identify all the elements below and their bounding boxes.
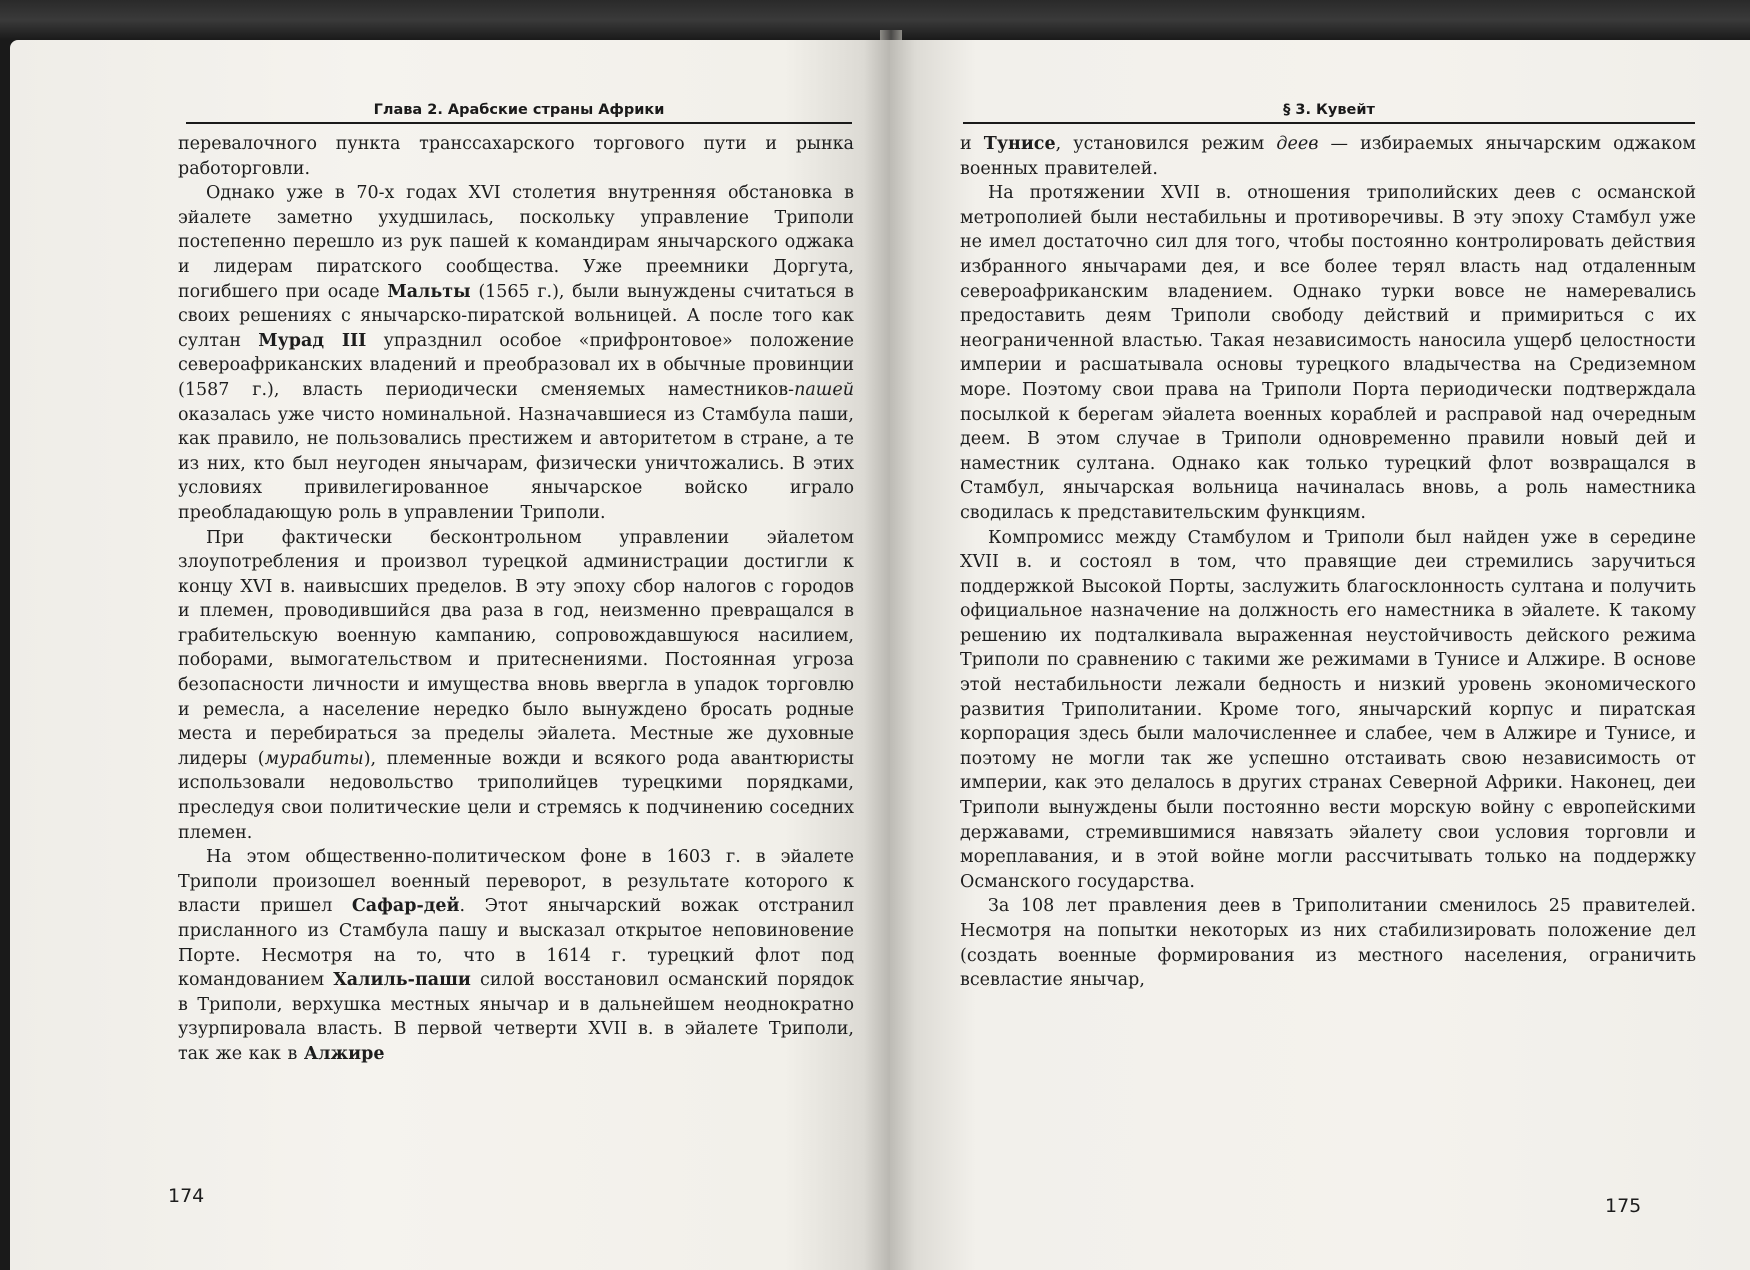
right-page-number: 175 <box>1605 1195 1642 1217</box>
text-run: За 108 лет правления деев в Триполитании сменилось 25 правителей. Несмотря на попытки некоторых из них стабилизировать положение дел (создать военные формирования из местного населения, ограничить всевластие янычар, <box>960 896 1696 991</box>
paragraph <box>960 181 1696 525</box>
text-run: оказалась уже чисто номинальной. Назначавшиеся из Стамбула паши, как правило, не пользовались престижем и авторитетом в стране, а те из них, кто был неугоден янычарам, физически уничтожались. В этих условиях привилегированное янычарское войско играло преобладающую роль в управлении Триполи. <box>178 404 854 523</box>
text-run: силой восстановил османский порядок в Триполи, верхушка местных янычар и в дальнейшем неоднократно узурпировала власть. В первой четверти XVII в. в эйалете Триполи, так же как в <box>178 970 855 1064</box>
italic-term: деев <box>1276 134 1319 154</box>
text-run: ), племенные вожди и всякого рода авантюристы использовали недовольство триполийцев турецкими порядками, преследуя свои политические цели и стремясь к подчинению соседних племен. <box>178 748 854 843</box>
text-run: — избираемых янычарским оджаком военных правителей. <box>960 134 1696 179</box>
right-page-text <box>960 132 1696 993</box>
italic-term: мурабиты <box>264 748 364 769</box>
text-run: , установился режим <box>1055 134 1277 154</box>
text-run: При фактически бесконтрольном управлении эйалетом злоупотребления и произвол турецкой администрации достигли к концу XVI в. наивысших пределов. В эту эпоху сбор налогов с городов и племен, проводившийся два раза в год, неизменно превращался в грабительскую военную кампанию, сопровождавшуюся насилием, поборами, вымогательством и притеснениями. Постоянная угроза безопасности личности и имущества вновь ввергла в упадок торговлю и ремесла, а население нередко было вынуждено бросать родные места и перебираться за пределы эйалета. Местные же духовные лидеры ( <box>178 527 854 769</box>
text-run: и <box>960 134 984 154</box>
right-page <box>890 40 1750 1270</box>
text-run: На этом общественно-политическом фоне в 1603 г. в эйалете Триполи произошел военный переворот, в результате которого к власти пришел <box>178 847 854 917</box>
paragraph <box>960 132 1696 181</box>
paragraph <box>178 845 854 1066</box>
text-run: На протяжении XVII в. отношения триполийских деев с османской метрополией были нестабильны и противоречивы. В эту эпоху Стамбул уже не имел достаточно сил для того, чтобы постоянно контролировать действия избранного янычарами дея, и все более терял власть над отдаленным североафриканским владением. Однако турки вовсе не намеревались предоставить деям Триполи свободу действий и примириться с их неограниченной властью. Такая независимость наносила ущерб целостности империи и расшатывала основы турецкого владычества на Средиземном море. Поэтому свои права на Триполи Порта периодически подтверждала посылкой к берегам эйалета военных кораблей и расправой над очередным деем. В этом случае в Триполи одновременно правили новый дей и наместник султана. Однако как только турецкий флот возвращался в Стамбул, янычарская вольница начиналась вновь, а роль наместника сводилась к представительским функциям. <box>960 183 1696 523</box>
text-run: . Этот янычарский вожак отстранил присланного из Стамбула пашу и высказал открытое неповиновение Порте. Несмотря на то, что в 1614 г. турецкий флот под командованием <box>178 896 854 991</box>
left-page <box>10 40 890 1270</box>
right-running-head: § 3. Кувейт <box>963 98 1695 124</box>
left-page-number: 174 <box>168 1185 205 1207</box>
italic-term: пашей <box>794 379 854 400</box>
text-run: упразднил особое «прифронтовое» положение североафриканских владений и преобразовал их в обычные провинции (1587 г.), власть периодически сменяемых наместников- <box>178 330 854 400</box>
paragraph <box>178 132 854 181</box>
paragraph <box>178 181 854 525</box>
left-page-text <box>178 132 854 1067</box>
bold-term: Тунисе <box>983 134 1056 154</box>
paragraph <box>960 894 1696 992</box>
bold-term: Алжире <box>303 1043 385 1064</box>
text-run: Компромисс между Стамбулом и Триполи был найден уже в середине XVII в. и состоял в том, что правящие деи стремились заручиться поддержкой Высокой Порты, заслужить благосклонность султана и получить официальное назначение на должность его наместника в эйалете. К такому решению их подталкивала выраженная неустойчивость дейского режима Триполи по сравнению с такими же режимами в Тунисе и Алжире. В основе этой нестабильности лежали бедность и низкий уровень экономического развития Триполитании. Кроме того, янычарский корпус и пиратская корпорация здесь были малочисленнее и слабее, чем в Алжире и Тунисе, и поэтому не могли так же успешно отстаивать свою независимость от империи, как это делалось в других странах Северной Африки. Наконец, деи Триполи вынуждены были постоянно вести морскую войну с европейскими державами, стремившимися навязать эйалету свои условия торговли и мореплавания, и в этой войне могли рассчитывать только на поддержку Османского государства. <box>960 527 1696 892</box>
bold-term: Сафар-дей <box>351 896 460 917</box>
text-run: перевалочного пункта транссахарского торгового пути и рынка работорговли. <box>178 134 854 179</box>
bold-term: Халиль-паши <box>333 970 471 991</box>
paragraph <box>178 526 854 846</box>
text-run: (1565 г.), были вынуждены считаться в своих решениях с янычарско-пиратской вольницей. А после того как султан <box>178 281 854 351</box>
bold-term: Мурад III <box>258 330 367 351</box>
text-run: Однако уже в 70-х годах XVI столетия внутренняя обстановка в эйалете заметно ухудшилась, поскольку управление Триполи постепенно перешло из рук пашей к командирам янычарского оджака и лидерам пиратского сообщества. Уже преемники Доргута, погибшего при осаде <box>178 183 854 302</box>
left-running-head: Глава 2. Арабские страны Африки <box>186 98 852 124</box>
bold-term: Мальты <box>387 281 471 302</box>
paragraph <box>960 526 1696 895</box>
